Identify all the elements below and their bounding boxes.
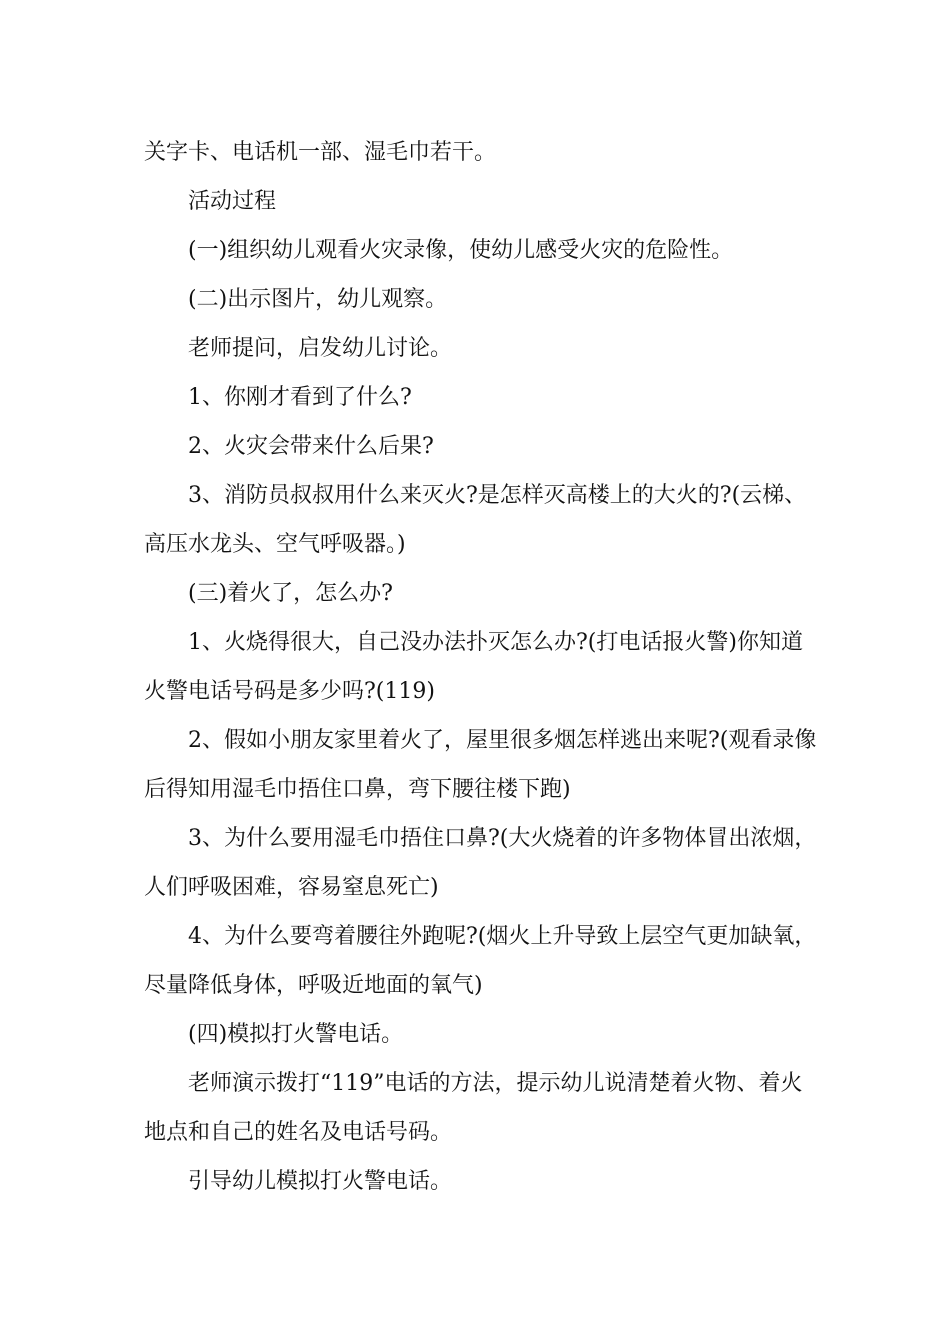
paragraph-question-2: 2、火灾会带来什么后果? [188, 434, 434, 459]
paragraph-step-4: (四)模拟打火警电话。 [188, 1022, 404, 1047]
paragraph-materials: 关字卡、电话机一部、湿毛巾若干。 [144, 140, 497, 165]
paragraph-step-3: (三)着火了，怎么办? [188, 581, 393, 606]
paragraph-guide-children: 引导幼儿模拟打火警电话。 [188, 1169, 453, 1194]
document-body [144, 128, 824, 1206]
paragraph-teacher-question: 老师提问，启发幼儿讨论。 [188, 336, 453, 361]
paragraph-step-1: (一)组织幼儿观看火灾录像，使幼儿感受火灾的危险性。 [188, 238, 734, 263]
paragraph-fire-question-2: 2、假如小朋友家里着火了，屋里很多烟怎样逃出来呢?(观看录像后得知用湿毛巾捂住口鼻，弯下腰往楼下跑) [144, 728, 817, 802]
paragraph-heading-process: 活动过程 [188, 189, 277, 214]
paragraph-question-3: 3、消防员叔叔用什么来灭火?是怎样灭高楼上的大火的?(云梯、高压水龙头、空气呼吸器。) [144, 483, 807, 557]
paragraph-teacher-demo: 老师演示拨打“119”电话的方法，提示幼儿说清楚着火物、着火地点和自己的姓名及电话号码。 [144, 1071, 803, 1145]
paragraph-fire-question-1: 1、火烧得很大，自己没办法扑灭怎么办?(打电话报火警)你知道火警电话号码是多少吗?(119) [144, 630, 803, 704]
paragraph-fire-question-4: 4、为什么要弯着腰往外跑呢?(烟火上升导致上层空气更加缺氧，尽量降低身体，呼吸近地面的氧气) [144, 924, 817, 998]
paragraph-question-1: 1、你刚才看到了什么? [188, 385, 412, 410]
paragraph-fire-question-3: 3、为什么要用湿毛巾捂住口鼻?(大火烧着的许多物体冒出浓烟，人们呼吸困难，容易窒息死亡) [144, 826, 817, 900]
paragraph-step-2: (二)出示图片，幼儿观察。 [188, 287, 448, 312]
